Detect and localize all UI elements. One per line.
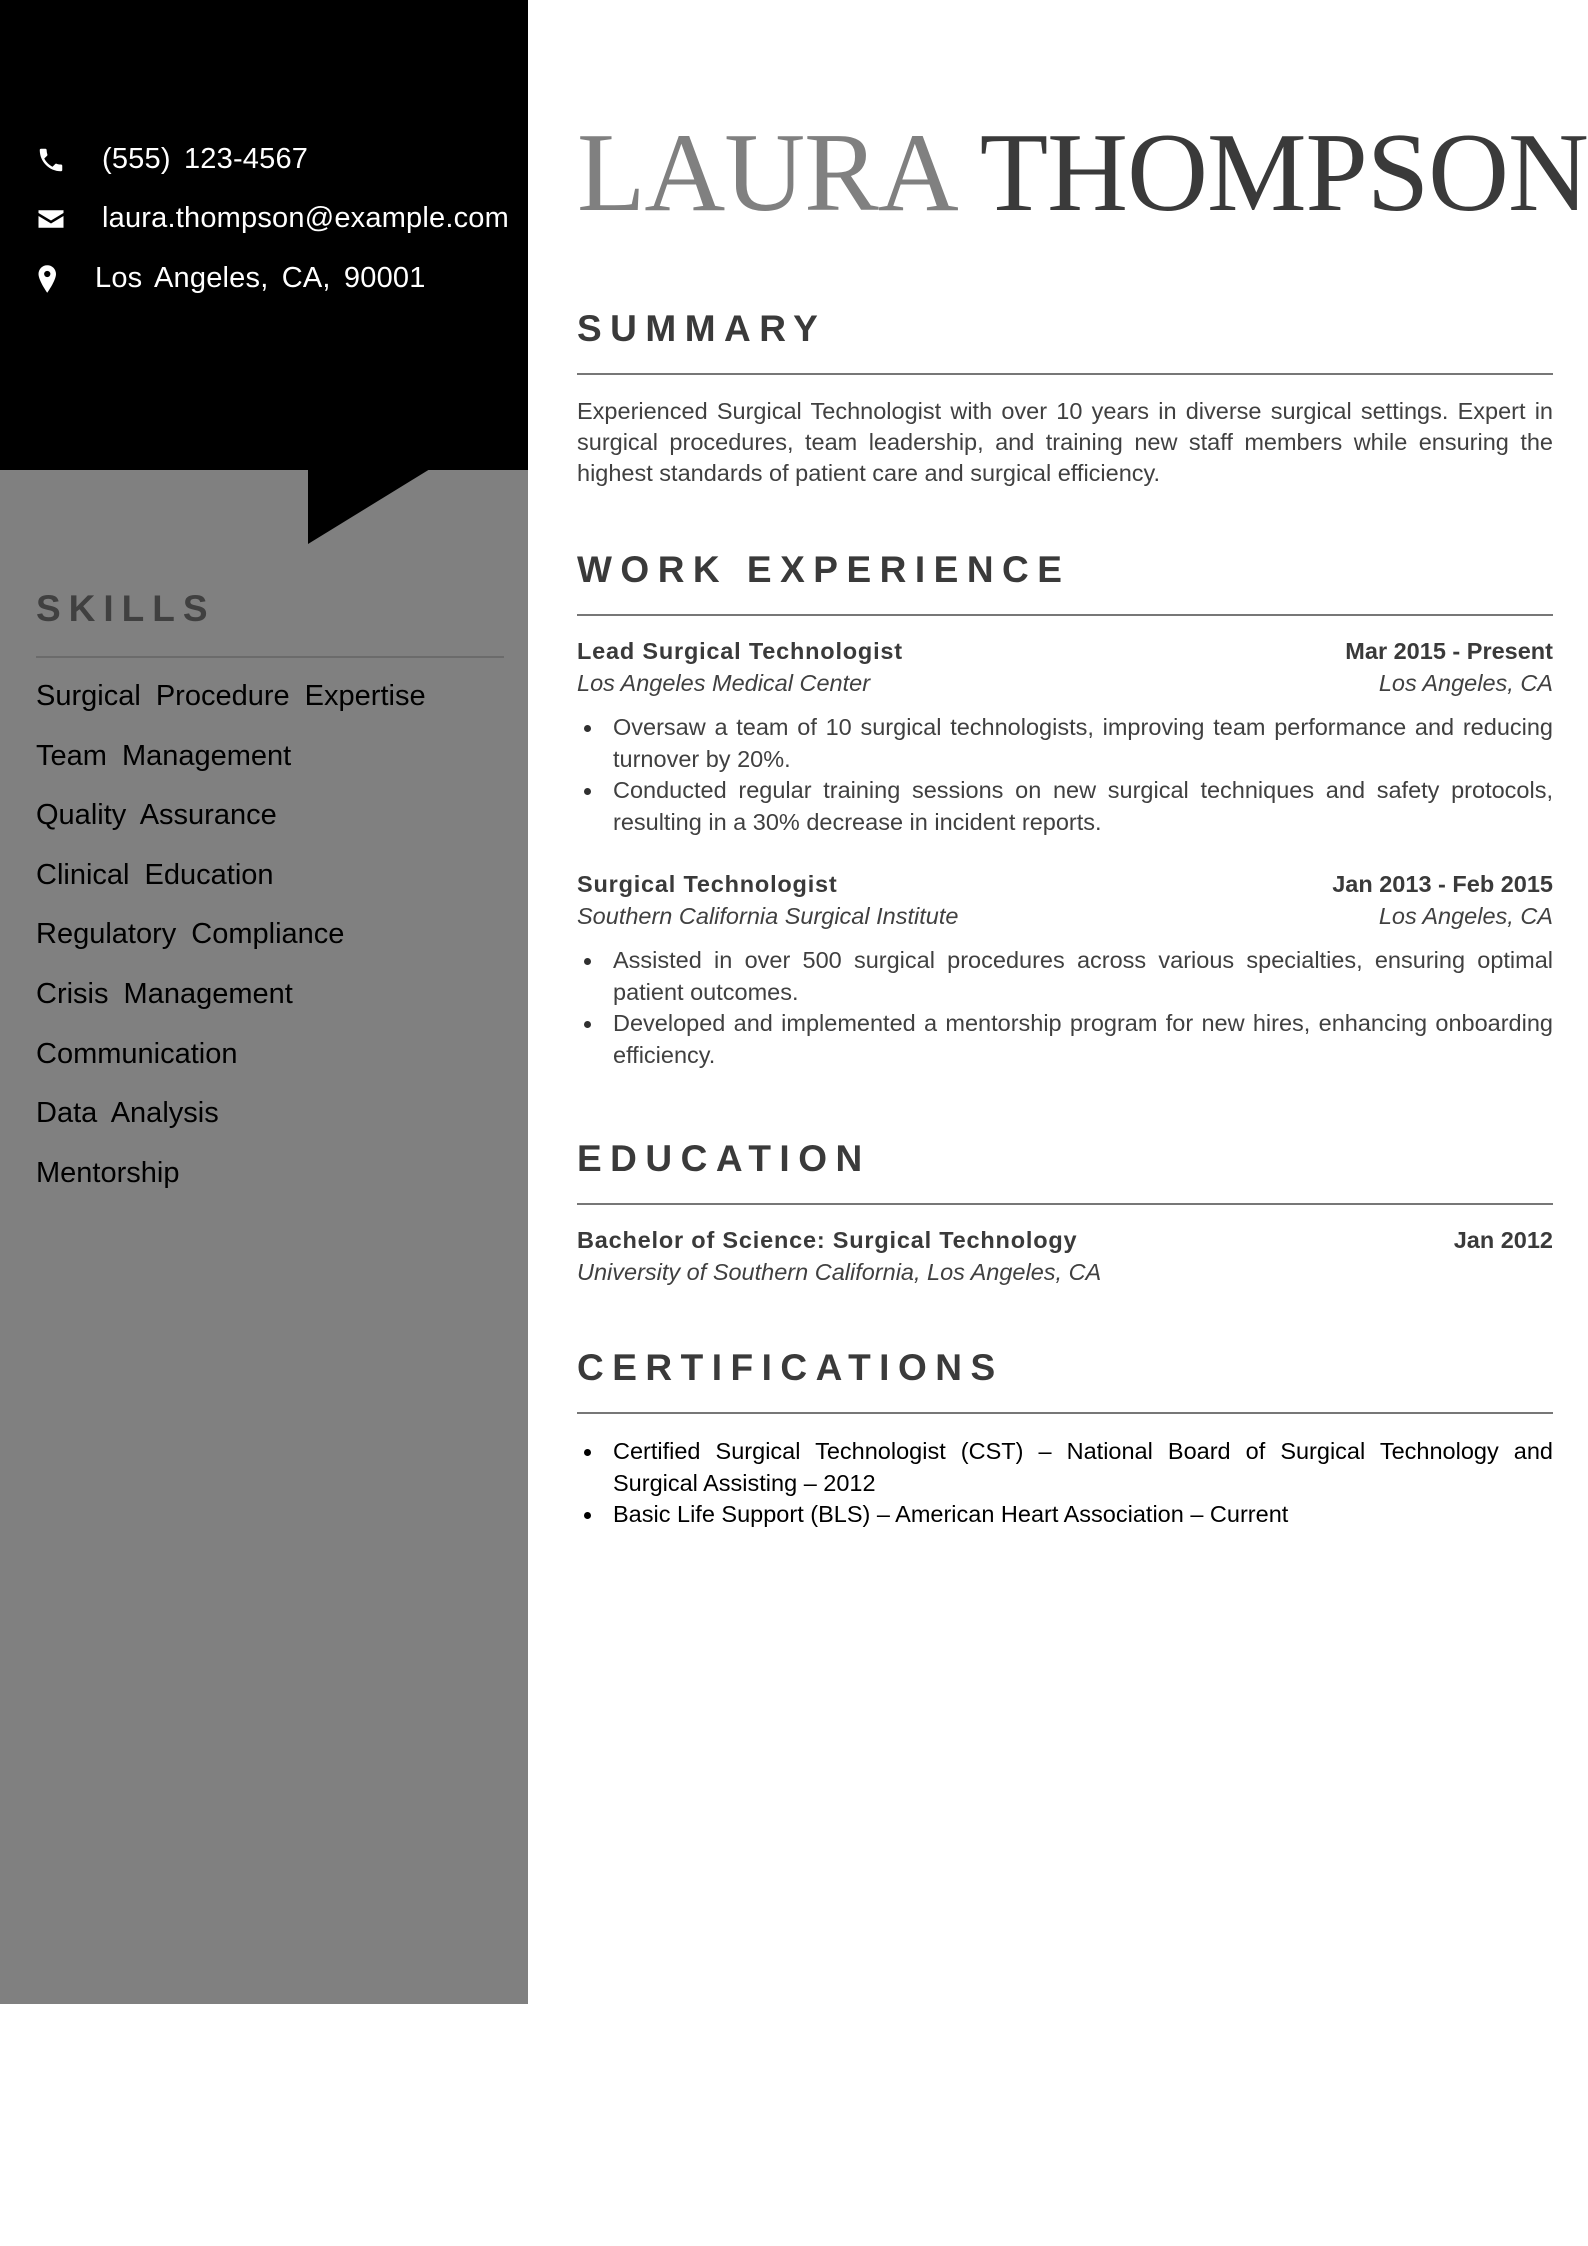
work-experience-divider [577, 614, 1553, 616]
skill-item: Surgical Procedure Expertise [36, 680, 426, 712]
phone-icon [36, 145, 66, 175]
job-bullets [577, 712, 1553, 838]
envelope-icon [36, 204, 66, 234]
certification-list [577, 1436, 1553, 1531]
graduation-date: Jan 2012 [1453, 1227, 1553, 1253]
skills-list [36, 676, 426, 1212]
last-name: THOMPSON [979, 111, 1588, 235]
summary-divider [577, 373, 1553, 375]
skills-divider [36, 656, 504, 658]
phone-number: (555) 123-4567 [102, 143, 309, 175]
education-divider [577, 1203, 1553, 1205]
job-dates: Mar 2015 - Present [1345, 638, 1553, 664]
sidebar-contact-panel [0, 0, 528, 470]
candidate-name [577, 108, 1588, 238]
contact-email[interactable] [36, 202, 509, 235]
skill-item: Crisis Management [36, 977, 293, 1010]
certification-item: Certified Surgical Technologist (CST) – National Board of Surgical Technology and Surgical Assisting – 2012 [577, 1436, 1553, 1499]
education-entry [577, 1227, 1553, 1291]
email-address: laura.thompson@example.com [102, 202, 509, 234]
job-title: Lead Surgical Technologist [577, 638, 903, 664]
summary-heading: SUMMARY [577, 308, 827, 349]
contact-phone[interactable] [36, 143, 308, 176]
location-text: Los Angeles, CA, 90001 [95, 262, 426, 294]
job-bullet: Conducted regular training sessions on new surgical techniques and safety protocols, resulting in a 30% decrease in incident reports. [577, 775, 1553, 838]
education-heading: EDUCATION [577, 1138, 871, 1179]
skill-item: Data Analysis [36, 1097, 219, 1130]
work-experience-heading: WORK EXPERIENCE [577, 549, 1071, 590]
skill-item: Quality Assurance [36, 799, 277, 832]
degree-title: Bachelor of Science: Surgical Technology [577, 1227, 1078, 1253]
map-pin-icon [36, 264, 66, 294]
skill-item: Clinical Education [36, 858, 274, 891]
first-name: LAURA [577, 111, 958, 235]
job-bullet: Assisted in over 500 surgical procedures across various specialties, ensuring optimal patient outcomes. [577, 945, 1553, 1008]
job-entry [577, 638, 1553, 838]
job-organization: Southern California Surgical Institute [577, 903, 959, 929]
job-bullet: Developed and implemented a mentorship program for new hires, enhancing onboarding efficiency. [577, 1008, 1553, 1071]
skill-item: Team Management [36, 739, 292, 772]
skill-item: Communication [36, 1037, 238, 1070]
certifications-heading: CERTIFICATIONS [577, 1347, 1004, 1388]
job-dates: Jan 2013 - Feb 2015 [1332, 871, 1553, 897]
job-location: Los Angeles, CA [1378, 670, 1553, 696]
skill-item: Mentorship [36, 1156, 180, 1189]
job-bullets [577, 945, 1553, 1071]
skill-item: Regulatory Compliance [36, 918, 345, 951]
job-organization: Los Angeles Medical Center [577, 670, 871, 696]
skills-heading: SKILLS [36, 588, 216, 629]
certification-item: Basic Life Support (BLS) – American Heart Association – Current [577, 1499, 1553, 1531]
job-location: Los Angeles, CA [1378, 903, 1553, 929]
certifications-divider [577, 1412, 1553, 1414]
job-title: Surgical Technologist [577, 871, 838, 897]
job-bullet: Oversaw a team of 10 surgical technologists, improving team performance and reducing turnover by 20%. [577, 712, 1553, 775]
summary-text: Experienced Surgical Technologist with over 10 years in diverse surgical settings. Expert in surgical procedures, team leadership, and training new staff members while ensuring the highest standards of patient care and surgical efficiency. [577, 398, 1553, 486]
school-name: University of Southern California, Los Angeles, CA [577, 1259, 1102, 1285]
job-entry [577, 871, 1553, 1071]
certifications-entry [577, 1436, 1553, 1531]
contact-location [36, 262, 426, 295]
